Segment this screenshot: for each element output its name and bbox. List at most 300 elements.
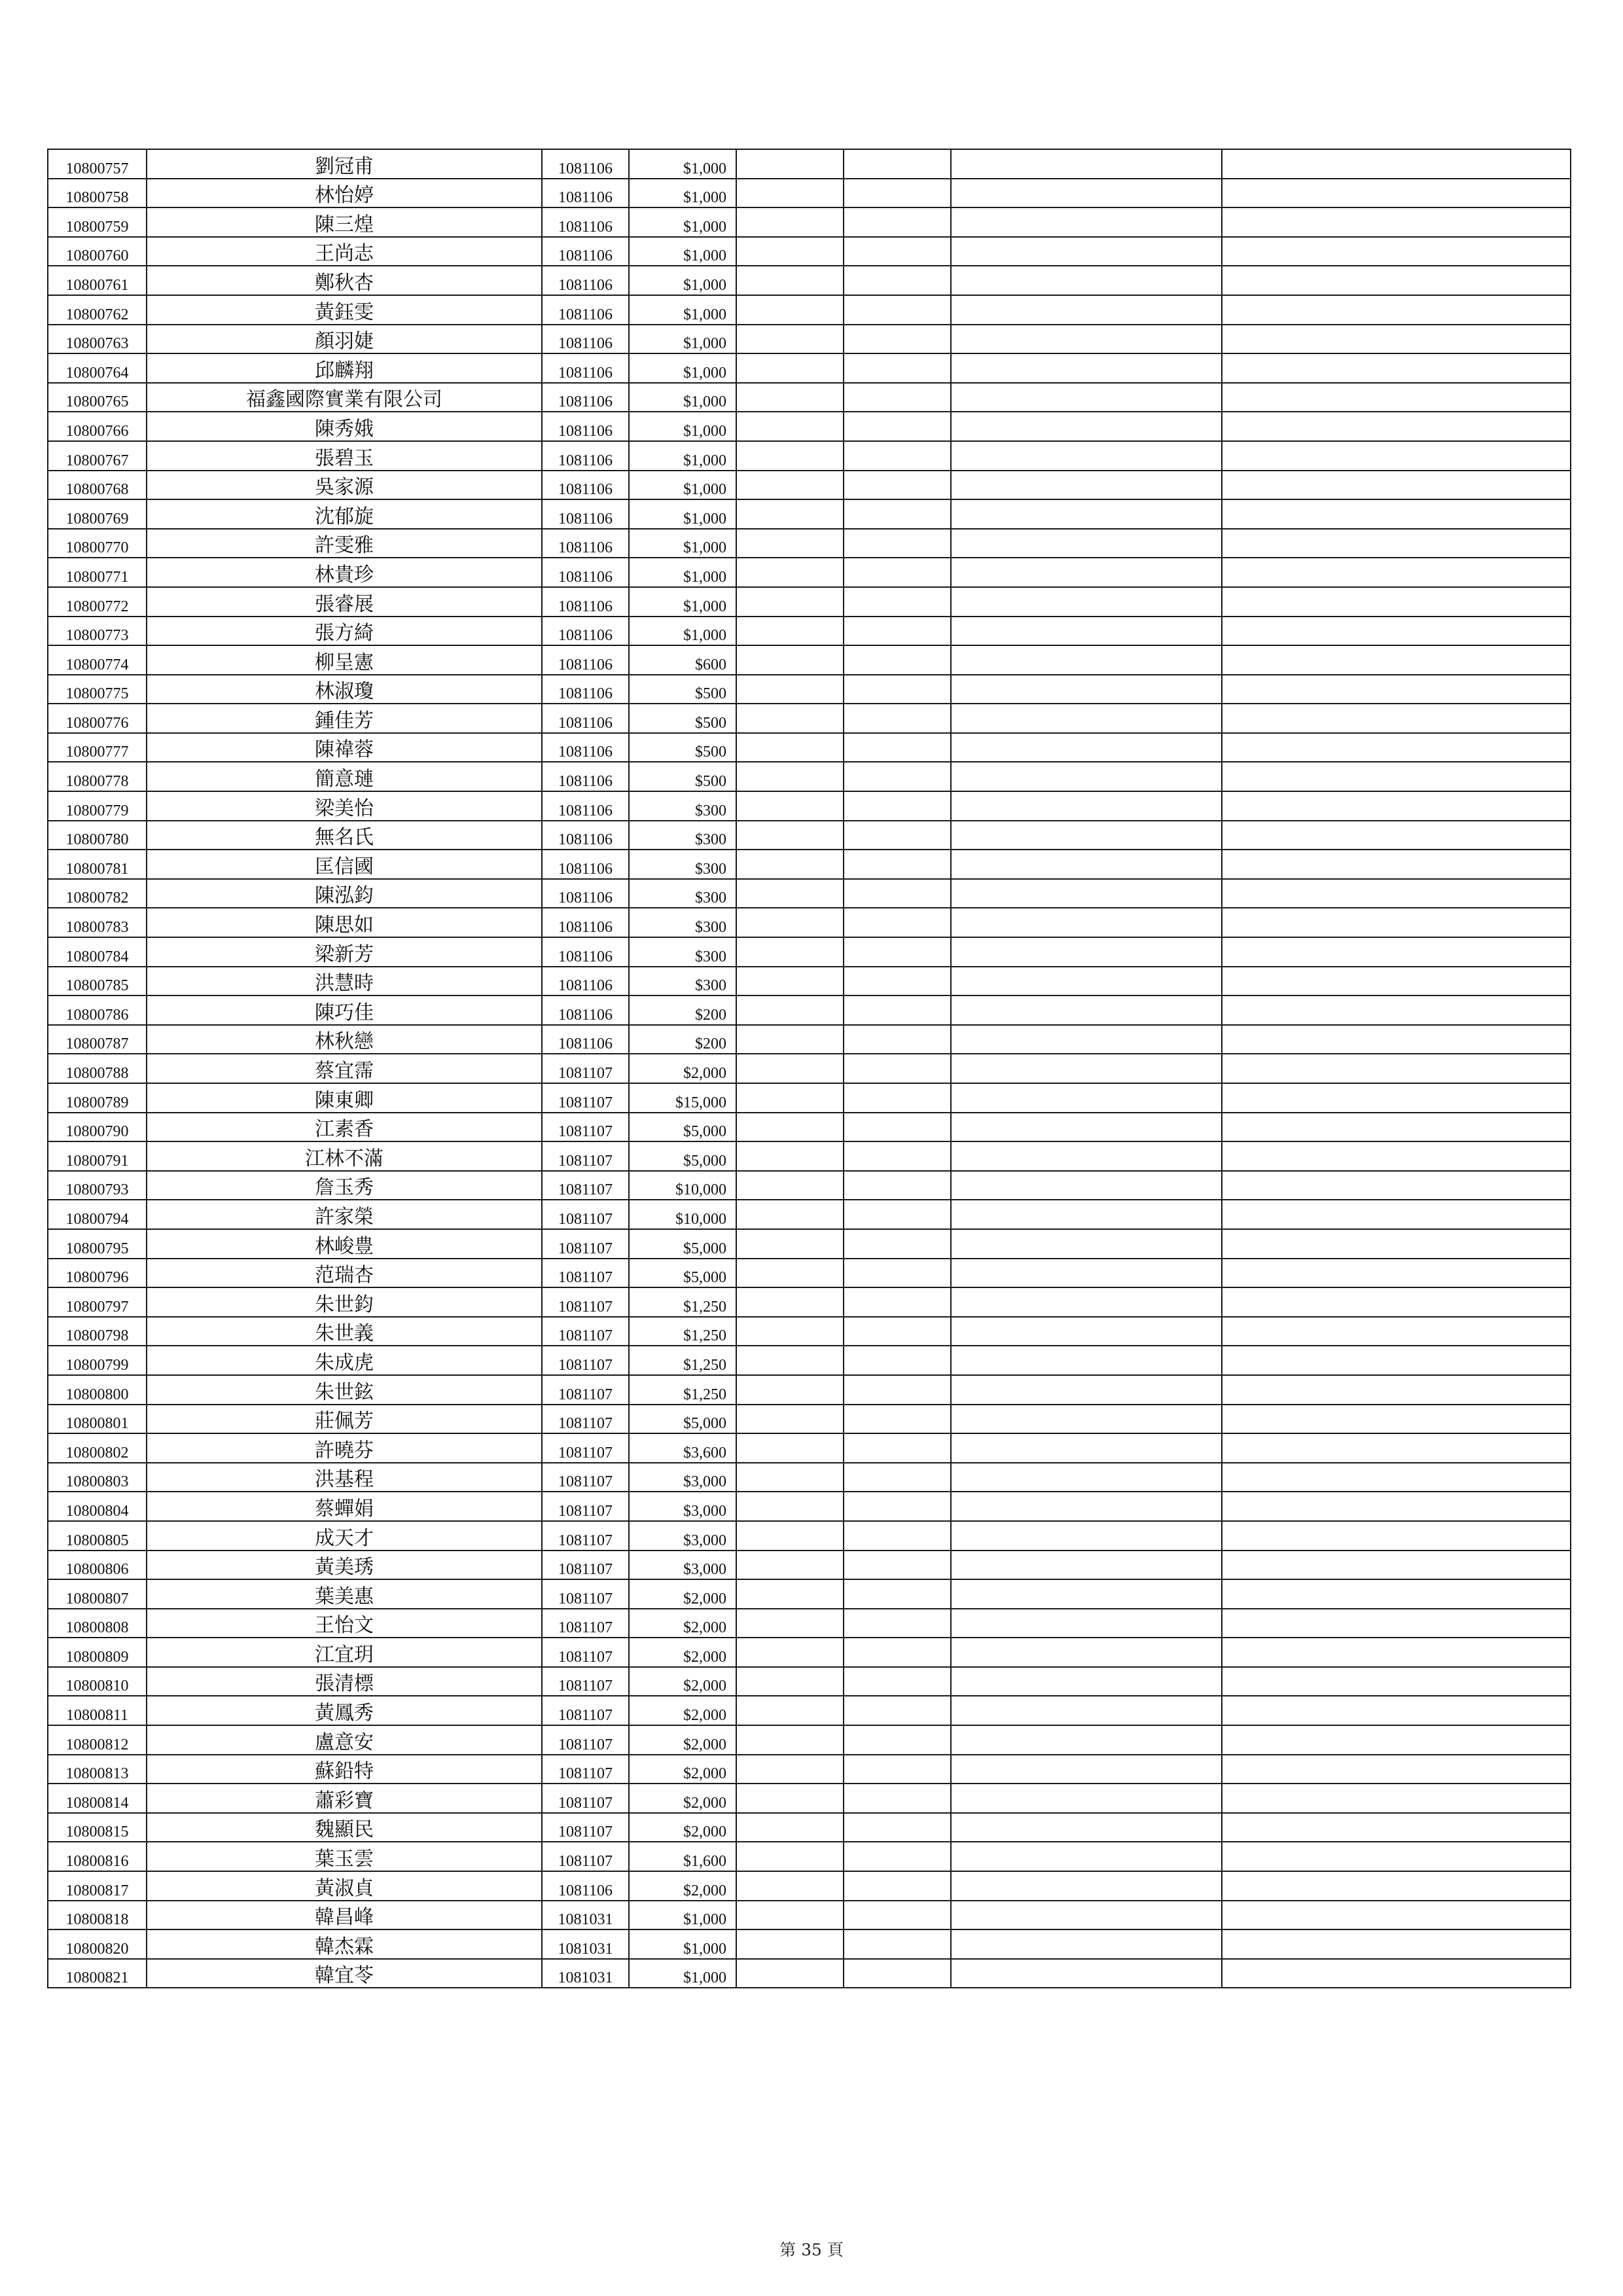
donation-date-cell: 1081107 — [542, 1725, 629, 1755]
empty-cell — [736, 412, 844, 441]
table-row — [48, 1551, 1571, 1580]
empty-cell — [1222, 1813, 1571, 1842]
empty-cell — [1222, 1083, 1571, 1113]
empty-cell — [1222, 499, 1571, 529]
donation-date-cell: 1081107 — [542, 1696, 629, 1725]
donor-name-cell: 黃淑貞 — [147, 1871, 542, 1901]
receipt-number-cell: 10800772 — [48, 587, 147, 617]
empty-cell — [736, 1346, 844, 1375]
empty-cell — [951, 937, 1222, 967]
donation-amount-cell: $1,000 — [629, 353, 736, 383]
table-row — [48, 471, 1571, 500]
empty-cell — [951, 1200, 1222, 1229]
empty-cell — [1222, 1638, 1571, 1667]
empty-cell — [951, 353, 1222, 383]
empty-cell — [951, 1901, 1222, 1930]
donor-name-cell: 鍾佳芳 — [147, 704, 542, 733]
empty-cell — [844, 1871, 951, 1901]
donation-amount-cell: $1,250 — [629, 1287, 736, 1317]
empty-cell — [844, 1755, 951, 1784]
empty-cell — [736, 441, 844, 471]
empty-cell — [844, 1521, 951, 1551]
receipt-number-cell: 10800804 — [48, 1492, 147, 1521]
donation-date-cell: 1081106 — [542, 762, 629, 791]
empty-cell — [736, 295, 844, 325]
donation-date-cell: 1081106 — [542, 383, 629, 412]
donation-date-cell: 1081107 — [542, 1171, 629, 1200]
empty-cell — [951, 237, 1222, 266]
receipt-number-cell: 10800816 — [48, 1842, 147, 1871]
donor-name-cell: 柳呈憲 — [147, 645, 542, 675]
empty-cell — [736, 733, 844, 762]
receipt-number-cell: 10800788 — [48, 1054, 147, 1083]
donation-amount-cell: $1,000 — [629, 587, 736, 617]
donor-name-cell: 邱麟翔 — [147, 353, 542, 383]
donor-name-cell: 許曉芬 — [147, 1433, 542, 1463]
receipt-number-cell: 10800787 — [48, 1025, 147, 1054]
donor-name-cell: 陳思如 — [147, 908, 542, 937]
empty-cell — [844, 1141, 951, 1171]
receipt-number-cell: 10800761 — [48, 266, 147, 295]
empty-cell — [951, 967, 1222, 996]
empty-cell — [736, 1609, 844, 1638]
receipt-number-cell: 10800779 — [48, 791, 147, 821]
empty-cell — [951, 383, 1222, 412]
table-row — [48, 1871, 1571, 1901]
donor-name-cell: 林貴珍 — [147, 558, 542, 587]
empty-cell — [951, 762, 1222, 791]
empty-cell — [844, 1579, 951, 1609]
receipt-number-cell: 10800808 — [48, 1609, 147, 1638]
empty-cell — [951, 1725, 1222, 1755]
empty-cell — [1222, 1959, 1571, 1988]
donation-amount-cell: $1,000 — [629, 207, 736, 237]
empty-cell — [736, 1171, 844, 1200]
empty-cell — [1222, 1696, 1571, 1725]
donation-amount-cell: $3,000 — [629, 1551, 736, 1580]
empty-cell — [736, 1551, 844, 1580]
donation-amount-cell: $1,000 — [629, 325, 736, 354]
empty-cell — [844, 1025, 951, 1054]
empty-cell — [736, 1755, 844, 1784]
empty-cell — [951, 617, 1222, 646]
donation-date-cell: 1081106 — [542, 499, 629, 529]
donor-name-cell: 韓昌峰 — [147, 1901, 542, 1930]
empty-cell — [844, 1959, 951, 1988]
empty-cell — [951, 733, 1222, 762]
empty-cell — [1222, 383, 1571, 412]
donation-amount-cell: $2,000 — [629, 1871, 736, 1901]
empty-cell — [1222, 1171, 1571, 1200]
donation-amount-cell: $1,000 — [629, 412, 736, 441]
donation-amount-cell: $1,000 — [629, 1959, 736, 1988]
empty-cell — [1222, 441, 1571, 471]
empty-cell — [844, 1433, 951, 1463]
receipt-number-cell: 10800821 — [48, 1959, 147, 1988]
empty-cell — [1222, 558, 1571, 587]
donation-amount-cell: $1,000 — [629, 441, 736, 471]
empty-cell — [1222, 617, 1571, 646]
table-row — [48, 733, 1571, 762]
empty-cell — [1222, 587, 1571, 617]
empty-cell — [951, 1929, 1222, 1959]
donation-amount-cell: $300 — [629, 850, 736, 879]
donation-amount-cell: $2,000 — [629, 1579, 736, 1609]
table-row — [48, 1784, 1571, 1813]
empty-cell — [736, 1229, 844, 1259]
donation-date-cell: 1081107 — [542, 1200, 629, 1229]
empty-cell — [844, 1229, 951, 1259]
donation-date-cell: 1081106 — [542, 704, 629, 733]
empty-cell — [1222, 967, 1571, 996]
empty-cell — [844, 325, 951, 354]
empty-cell — [1222, 645, 1571, 675]
donation-amount-cell: $5,000 — [629, 1113, 736, 1142]
empty-cell — [951, 1521, 1222, 1551]
table-row — [48, 1638, 1571, 1667]
empty-cell — [736, 1696, 844, 1725]
donation-amount-cell: $1,000 — [629, 383, 736, 412]
empty-cell — [844, 1054, 951, 1083]
receipt-number-cell: 10800760 — [48, 237, 147, 266]
empty-cell — [951, 529, 1222, 558]
receipt-number-cell: 10800764 — [48, 353, 147, 383]
empty-cell — [844, 1609, 951, 1638]
empty-cell — [844, 821, 951, 850]
donation-date-cell: 1081107 — [542, 1083, 629, 1113]
donor-name-cell: 張睿展 — [147, 587, 542, 617]
empty-cell — [1222, 412, 1571, 441]
donation-date-cell: 1081107 — [542, 1521, 629, 1551]
empty-cell — [1222, 937, 1571, 967]
empty-cell — [1222, 1259, 1571, 1288]
empty-cell — [736, 850, 844, 879]
table-row — [48, 1842, 1571, 1871]
empty-cell — [844, 937, 951, 967]
table-row — [48, 1725, 1571, 1755]
empty-cell — [1222, 1609, 1571, 1638]
table-row — [48, 1755, 1571, 1784]
donation-date-cell: 1081106 — [542, 471, 629, 500]
empty-cell — [736, 471, 844, 500]
table-row — [48, 1492, 1571, 1521]
receipt-number-cell: 10800767 — [48, 441, 147, 471]
empty-cell — [951, 499, 1222, 529]
empty-cell — [844, 1405, 951, 1434]
donor-name-cell: 范瑞杏 — [147, 1259, 542, 1288]
donation-date-cell: 1081106 — [542, 207, 629, 237]
donor-name-cell: 林秋戀 — [147, 1025, 542, 1054]
empty-cell — [844, 1083, 951, 1113]
table-row — [48, 295, 1571, 325]
receipt-number-cell: 10800797 — [48, 1287, 147, 1317]
receipt-number-cell: 10800798 — [48, 1317, 147, 1346]
empty-cell — [1222, 1755, 1571, 1784]
donation-amount-cell: $1,000 — [629, 266, 736, 295]
empty-cell — [736, 1521, 844, 1551]
empty-cell — [844, 558, 951, 587]
empty-cell — [951, 1054, 1222, 1083]
donation-amount-cell: $1,000 — [629, 237, 736, 266]
empty-cell — [951, 1463, 1222, 1492]
empty-cell — [951, 1025, 1222, 1054]
receipt-number-cell: 10800782 — [48, 879, 147, 908]
empty-cell — [951, 1141, 1222, 1171]
table-row — [48, 879, 1571, 908]
donation-date-cell: 1081107 — [542, 1551, 629, 1580]
receipt-number-cell: 10800762 — [48, 295, 147, 325]
empty-cell — [1222, 1433, 1571, 1463]
empty-cell — [736, 149, 844, 179]
donor-name-cell: 葉玉雲 — [147, 1842, 542, 1871]
donor-name-cell: 沈郁旋 — [147, 499, 542, 529]
donation-date-cell: 1081107 — [542, 1638, 629, 1667]
empty-cell — [951, 1755, 1222, 1784]
empty-cell — [844, 1696, 951, 1725]
donation-date-cell: 1081106 — [542, 996, 629, 1025]
table-row — [48, 937, 1571, 967]
donation-amount-cell: $1,250 — [629, 1375, 736, 1405]
empty-cell — [951, 1696, 1222, 1725]
receipt-number-cell: 10800817 — [48, 1871, 147, 1901]
donation-date-cell: 1081106 — [542, 675, 629, 704]
donation-amount-cell: $1,600 — [629, 1842, 736, 1871]
empty-cell — [844, 617, 951, 646]
receipt-number-cell: 10800771 — [48, 558, 147, 587]
empty-cell — [844, 1667, 951, 1696]
donation-date-cell: 1081106 — [542, 179, 629, 208]
empty-cell — [951, 1433, 1222, 1463]
donation-date-cell: 1081106 — [542, 937, 629, 967]
table-row — [48, 645, 1571, 675]
receipt-number-cell: 10800791 — [48, 1141, 147, 1171]
table-row — [48, 1696, 1571, 1725]
empty-cell — [1222, 353, 1571, 383]
table-row — [48, 1171, 1571, 1200]
donation-amount-cell: $500 — [629, 733, 736, 762]
donor-name-cell: 江素香 — [147, 1113, 542, 1142]
empty-cell — [844, 1784, 951, 1813]
donation-amount-cell: $200 — [629, 1025, 736, 1054]
donor-name-cell: 梁美怡 — [147, 791, 542, 821]
empty-cell — [736, 1638, 844, 1667]
table-row — [48, 675, 1571, 704]
empty-cell — [844, 149, 951, 179]
empty-cell — [736, 207, 844, 237]
donation-date-cell: 1081106 — [542, 558, 629, 587]
receipt-number-cell: 10800786 — [48, 996, 147, 1025]
empty-cell — [1222, 704, 1571, 733]
empty-cell — [736, 1405, 844, 1434]
donation-date-cell: 1081107 — [542, 1259, 629, 1288]
donation-amount-cell: $2,000 — [629, 1667, 736, 1696]
empty-cell — [951, 1579, 1222, 1609]
table-row — [48, 1083, 1571, 1113]
empty-cell — [951, 879, 1222, 908]
donation-date-cell: 1081106 — [542, 850, 629, 879]
donation-table — [47, 149, 1571, 1988]
empty-cell — [951, 1813, 1222, 1842]
empty-cell — [736, 1375, 844, 1405]
receipt-number-cell: 10800813 — [48, 1755, 147, 1784]
donor-name-cell: 洪基程 — [147, 1463, 542, 1492]
donation-amount-cell: $1,000 — [629, 617, 736, 646]
donation-date-cell: 1081106 — [542, 149, 629, 179]
empty-cell — [951, 704, 1222, 733]
empty-cell — [736, 353, 844, 383]
empty-cell — [1222, 1667, 1571, 1696]
empty-cell — [844, 1492, 951, 1521]
donation-amount-cell: $2,000 — [629, 1725, 736, 1755]
donor-name-cell: 王怡文 — [147, 1609, 542, 1638]
table-row — [48, 704, 1571, 733]
empty-cell — [1222, 1025, 1571, 1054]
table-row — [48, 1375, 1571, 1405]
donor-name-cell: 張碧玉 — [147, 441, 542, 471]
empty-cell — [844, 266, 951, 295]
empty-cell — [1222, 908, 1571, 937]
empty-cell — [951, 587, 1222, 617]
empty-cell — [1222, 1784, 1571, 1813]
table-row — [48, 762, 1571, 791]
empty-cell — [951, 1317, 1222, 1346]
empty-cell — [951, 179, 1222, 208]
donation-amount-cell: $300 — [629, 791, 736, 821]
empty-cell — [736, 1901, 844, 1930]
empty-cell — [1222, 1463, 1571, 1492]
table-row — [48, 237, 1571, 266]
receipt-number-cell: 10800785 — [48, 967, 147, 996]
donor-name-cell: 莊佩芳 — [147, 1405, 542, 1434]
donation-amount-cell: $300 — [629, 879, 736, 908]
receipt-number-cell: 10800803 — [48, 1463, 147, 1492]
empty-cell — [736, 791, 844, 821]
table-row — [48, 1959, 1571, 1988]
empty-cell — [951, 207, 1222, 237]
empty-cell — [844, 1638, 951, 1667]
donation-date-cell: 1081106 — [542, 821, 629, 850]
receipt-number-cell: 10800758 — [48, 179, 147, 208]
donation-date-cell: 1081107 — [542, 1492, 629, 1521]
table-row — [48, 996, 1571, 1025]
donor-name-cell: 成天才 — [147, 1521, 542, 1551]
receipt-number-cell: 10800801 — [48, 1405, 147, 1434]
donation-date-cell: 1081106 — [542, 1871, 629, 1901]
empty-cell — [951, 1784, 1222, 1813]
table-row — [48, 529, 1571, 558]
donation-amount-cell: $1,000 — [629, 558, 736, 587]
table-row — [48, 353, 1571, 383]
empty-cell — [1222, 207, 1571, 237]
donor-name-cell: 韓宜苓 — [147, 1959, 542, 1988]
donor-name-cell: 魏顯民 — [147, 1813, 542, 1842]
empty-cell — [1222, 1375, 1571, 1405]
empty-cell — [951, 149, 1222, 179]
donor-name-cell: 陳東卿 — [147, 1083, 542, 1113]
empty-cell — [951, 266, 1222, 295]
receipt-number-cell: 10800809 — [48, 1638, 147, 1667]
donation-date-cell: 1081107 — [542, 1346, 629, 1375]
table-row — [48, 1054, 1571, 1083]
donation-date-cell: 1081107 — [542, 1579, 629, 1609]
donor-name-cell: 黃鳳秀 — [147, 1696, 542, 1725]
donation-date-cell: 1081107 — [542, 1375, 629, 1405]
receipt-number-cell: 10800810 — [48, 1667, 147, 1696]
donation-amount-cell: $1,000 — [629, 1901, 736, 1930]
empty-cell — [1222, 1521, 1571, 1551]
empty-cell — [951, 1551, 1222, 1580]
donor-name-cell: 簡意璉 — [147, 762, 542, 791]
empty-cell — [736, 1259, 844, 1288]
empty-cell — [736, 1492, 844, 1521]
donation-date-cell: 1081106 — [542, 967, 629, 996]
donor-name-cell: 陳泓鈞 — [147, 879, 542, 908]
receipt-number-cell: 10800766 — [48, 412, 147, 441]
receipt-number-cell: 10800799 — [48, 1346, 147, 1375]
empty-cell — [844, 1171, 951, 1200]
table-row — [48, 1901, 1571, 1930]
empty-cell — [844, 1929, 951, 1959]
empty-cell — [736, 879, 844, 908]
donation-amount-cell: $2,000 — [629, 1638, 736, 1667]
empty-cell — [1222, 1113, 1571, 1142]
table-row — [48, 1579, 1571, 1609]
donation-amount-cell: $300 — [629, 821, 736, 850]
donor-name-cell: 張方綺 — [147, 617, 542, 646]
donation-date-cell: 1081106 — [542, 295, 629, 325]
table-row — [48, 179, 1571, 208]
empty-cell — [1222, 1287, 1571, 1317]
donation-date-cell: 1081107 — [542, 1609, 629, 1638]
donor-name-cell: 韓杰霖 — [147, 1929, 542, 1959]
donation-amount-cell: $5,000 — [629, 1259, 736, 1288]
donation-amount-cell: $2,000 — [629, 1696, 736, 1725]
empty-cell — [1222, 295, 1571, 325]
donor-name-cell: 林淑瓊 — [147, 675, 542, 704]
empty-cell — [951, 1375, 1222, 1405]
empty-cell — [736, 1317, 844, 1346]
empty-cell — [736, 1579, 844, 1609]
table-row — [48, 617, 1571, 646]
empty-cell — [951, 1638, 1222, 1667]
donation-date-cell: 1081107 — [542, 1229, 629, 1259]
donor-name-cell: 蔡蟬娟 — [147, 1492, 542, 1521]
empty-cell — [951, 1113, 1222, 1142]
empty-cell — [1222, 325, 1571, 354]
donation-amount-cell: $2,000 — [629, 1755, 736, 1784]
donation-date-cell: 1081106 — [542, 791, 629, 821]
donor-name-cell: 福鑫國際實業有限公司 — [147, 383, 542, 412]
donation-amount-cell: $1,000 — [629, 529, 736, 558]
empty-cell — [736, 529, 844, 558]
empty-cell — [736, 967, 844, 996]
receipt-number-cell: 10800815 — [48, 1813, 147, 1842]
table-row — [48, 412, 1571, 441]
empty-cell — [736, 1054, 844, 1083]
empty-cell — [1222, 266, 1571, 295]
table-row — [48, 499, 1571, 529]
receipt-number-cell: 10800775 — [48, 675, 147, 704]
empty-cell — [951, 471, 1222, 500]
receipt-number-cell: 10800780 — [48, 821, 147, 850]
donation-amount-cell: $300 — [629, 937, 736, 967]
empty-cell — [736, 1433, 844, 1463]
table-row — [48, 1287, 1571, 1317]
receipt-number-cell: 10800818 — [48, 1901, 147, 1930]
empty-cell — [1222, 1346, 1571, 1375]
donation-amount-cell: $200 — [629, 996, 736, 1025]
donation-date-cell: 1081106 — [542, 325, 629, 354]
